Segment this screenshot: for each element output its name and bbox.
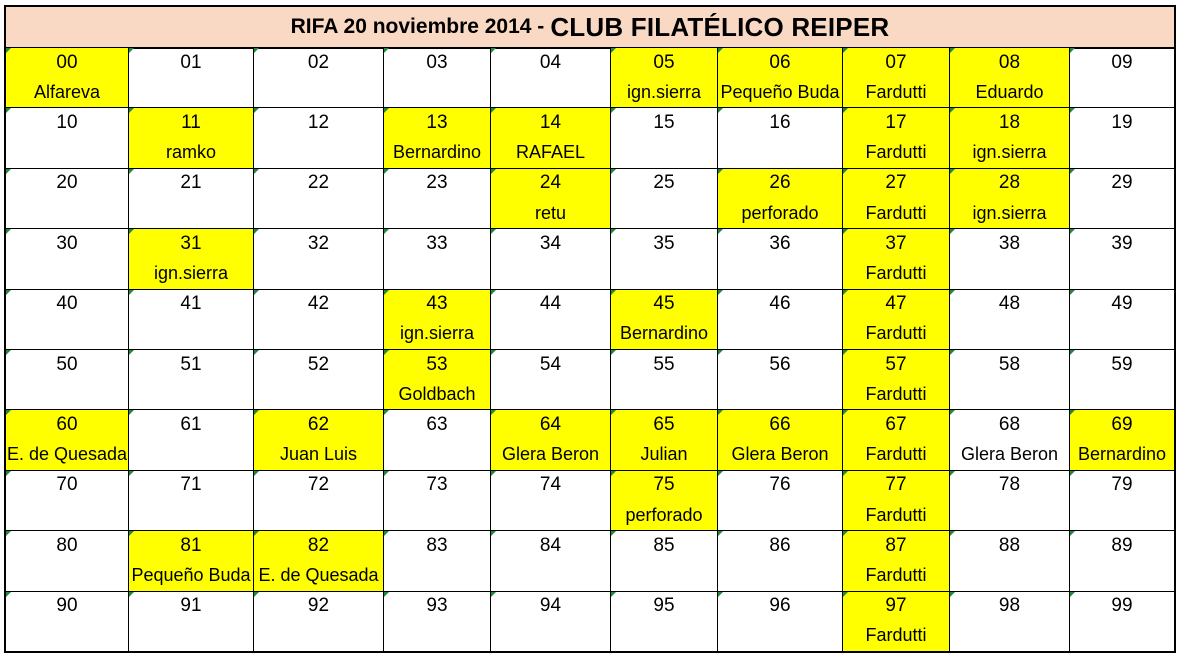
raffle-holder-48 <box>950 319 1070 349</box>
raffle-holder-89 <box>1070 560 1174 590</box>
raffle-number-08: 08 <box>950 47 1070 77</box>
raffle-holder-56 <box>718 379 843 409</box>
raffle-number-77: 77 <box>843 470 950 500</box>
raffle-holder-58 <box>950 379 1070 409</box>
raffle-holder-75: perforado <box>611 500 718 530</box>
raffle-number-46: 46 <box>718 289 843 319</box>
raffle-grid <box>6 47 1174 651</box>
raffle-number-06: 06 <box>718 47 843 77</box>
raffle-holder-42 <box>254 319 384 349</box>
raffle-number-60: 60 <box>6 409 129 439</box>
raffle-holder-43: ign.sierra <box>384 319 491 349</box>
title-club-name: CLUB FILATÉLICO REIPER <box>550 11 890 42</box>
raffle-holder-21 <box>129 198 254 228</box>
raffle-holder-20 <box>6 198 129 228</box>
raffle-holder-51 <box>129 379 254 409</box>
raffle-holder-94 <box>491 621 611 651</box>
raffle-number-47: 47 <box>843 289 950 319</box>
raffle-number-96: 96 <box>718 591 843 621</box>
raffle-holder-33 <box>384 258 491 288</box>
raffle-holder-15 <box>611 138 718 168</box>
raffle-holder-63 <box>384 440 491 470</box>
raffle-holder-98 <box>950 621 1070 651</box>
raffle-holder-64: Glera Beron <box>491 440 611 470</box>
raffle-holder-45: Bernardino <box>611 319 718 349</box>
page-title <box>6 7 1174 49</box>
raffle-holder-32 <box>254 258 384 288</box>
raffle-holder-22 <box>254 198 384 228</box>
raffle-number-90: 90 <box>6 591 129 621</box>
raffle-number-29: 29 <box>1070 168 1174 198</box>
raffle-holder-62: Juan Luis <box>254 440 384 470</box>
raffle-number-34: 34 <box>491 228 611 258</box>
raffle-number-03: 03 <box>384 47 491 77</box>
raffle-holder-69: Bernardino <box>1070 440 1174 470</box>
raffle-number-73: 73 <box>384 470 491 500</box>
raffle-holder-02 <box>254 77 384 107</box>
raffle-number-04: 04 <box>491 47 611 77</box>
raffle-holder-17: Fardutti <box>843 138 950 168</box>
raffle-holder-03 <box>384 77 491 107</box>
raffle-holder-50 <box>6 379 129 409</box>
raffle-number-81: 81 <box>129 530 254 560</box>
raffle-number-95: 95 <box>611 591 718 621</box>
raffle-holder-04 <box>491 77 611 107</box>
raffle-holder-87: Fardutti <box>843 560 950 590</box>
raffle-number-68: 68 <box>950 409 1070 439</box>
raffle-number-28: 28 <box>950 168 1070 198</box>
raffle-number-57: 57 <box>843 349 950 379</box>
raffle-holder-28: ign.sierra <box>950 198 1070 228</box>
raffle-number-00: 00 <box>6 47 129 77</box>
raffle-number-13: 13 <box>384 107 491 137</box>
raffle-number-44: 44 <box>491 289 611 319</box>
raffle-holder-71 <box>129 500 254 530</box>
raffle-holder-93 <box>384 621 491 651</box>
raffle-number-48: 48 <box>950 289 1070 319</box>
raffle-holder-85 <box>611 560 718 590</box>
raffle-holder-09 <box>1070 77 1174 107</box>
raffle-holder-96 <box>718 621 843 651</box>
raffle-number-63: 63 <box>384 409 491 439</box>
raffle-number-88: 88 <box>950 530 1070 560</box>
title-prefix: RIFA 20 noviembre 2014 - <box>290 15 545 38</box>
raffle-number-59: 59 <box>1070 349 1174 379</box>
raffle-number-93: 93 <box>384 591 491 621</box>
raffle-holder-90 <box>6 621 129 651</box>
raffle-holder-52 <box>254 379 384 409</box>
raffle-holder-53: Goldbach <box>384 379 491 409</box>
raffle-number-51: 51 <box>129 349 254 379</box>
raffle-holder-60: E. de Quesada <box>6 440 129 470</box>
raffle-holder-61 <box>129 440 254 470</box>
raffle-holder-38 <box>950 258 1070 288</box>
raffle-number-36: 36 <box>718 228 843 258</box>
raffle-holder-73 <box>384 500 491 530</box>
raffle-number-26: 26 <box>718 168 843 198</box>
raffle-holder-76 <box>718 500 843 530</box>
raffle-holder-07: Fardutti <box>843 77 950 107</box>
raffle-holder-70 <box>6 500 129 530</box>
raffle-holder-26: perforado <box>718 198 843 228</box>
raffle-holder-13: Bernardino <box>384 138 491 168</box>
raffle-number-10: 10 <box>6 107 129 137</box>
raffle-number-19: 19 <box>1070 107 1174 137</box>
raffle-holder-29 <box>1070 198 1174 228</box>
raffle-number-75: 75 <box>611 470 718 500</box>
raffle-number-14: 14 <box>491 107 611 137</box>
raffle-holder-97: Fardutti <box>843 621 950 651</box>
raffle-number-84: 84 <box>491 530 611 560</box>
raffle-holder-00: Alfareva <box>6 77 129 107</box>
raffle-holder-68: Glera Beron <box>950 440 1070 470</box>
raffle-number-25: 25 <box>611 168 718 198</box>
raffle-holder-74 <box>491 500 611 530</box>
raffle-number-40: 40 <box>6 289 129 319</box>
raffle-number-72: 72 <box>254 470 384 500</box>
raffle-number-39: 39 <box>1070 228 1174 258</box>
raffle-holder-23 <box>384 198 491 228</box>
raffle-number-24: 24 <box>491 168 611 198</box>
raffle-holder-30 <box>6 258 129 288</box>
raffle-number-69: 69 <box>1070 409 1174 439</box>
raffle-number-78: 78 <box>950 470 1070 500</box>
raffle-number-71: 71 <box>129 470 254 500</box>
raffle-holder-55 <box>611 379 718 409</box>
raffle-holder-92 <box>254 621 384 651</box>
raffle-number-56: 56 <box>718 349 843 379</box>
raffle-number-85: 85 <box>611 530 718 560</box>
raffle-holder-39 <box>1070 258 1174 288</box>
raffle-number-38: 38 <box>950 228 1070 258</box>
raffle-holder-66: Glera Beron <box>718 440 843 470</box>
raffle-number-11: 11 <box>129 107 254 137</box>
raffle-holder-83 <box>384 560 491 590</box>
raffle-number-94: 94 <box>491 591 611 621</box>
raffle-number-99: 99 <box>1070 591 1174 621</box>
raffle-holder-81: Pequeño Buda <box>129 560 254 590</box>
raffle-number-12: 12 <box>254 107 384 137</box>
raffle-number-67: 67 <box>843 409 950 439</box>
raffle-holder-08: Eduardo <box>950 77 1070 107</box>
raffle-number-70: 70 <box>6 470 129 500</box>
raffle-holder-67: Fardutti <box>843 440 950 470</box>
raffle-holder-79 <box>1070 500 1174 530</box>
raffle-holder-14: RAFAEL <box>491 138 611 168</box>
raffle-number-35: 35 <box>611 228 718 258</box>
raffle-holder-35 <box>611 258 718 288</box>
raffle-holder-84 <box>491 560 611 590</box>
raffle-holder-37: Fardutti <box>843 258 950 288</box>
raffle-holder-18: ign.sierra <box>950 138 1070 168</box>
raffle-holder-01 <box>129 77 254 107</box>
raffle-holder-57: Fardutti <box>843 379 950 409</box>
raffle-number-98: 98 <box>950 591 1070 621</box>
raffle-holder-44 <box>491 319 611 349</box>
raffle-number-76: 76 <box>718 470 843 500</box>
raffle-number-33: 33 <box>384 228 491 258</box>
raffle-number-91: 91 <box>129 591 254 621</box>
raffle-number-52: 52 <box>254 349 384 379</box>
raffle-number-43: 43 <box>384 289 491 319</box>
raffle-number-16: 16 <box>718 107 843 137</box>
raffle-number-80: 80 <box>6 530 129 560</box>
raffle-holder-12 <box>254 138 384 168</box>
raffle-number-83: 83 <box>384 530 491 560</box>
raffle-number-49: 49 <box>1070 289 1174 319</box>
raffle-holder-80 <box>6 560 129 590</box>
raffle-number-07: 07 <box>843 47 950 77</box>
raffle-number-30: 30 <box>6 228 129 258</box>
raffle-number-09: 09 <box>1070 47 1174 77</box>
raffle-holder-46 <box>718 319 843 349</box>
raffle-number-89: 89 <box>1070 530 1174 560</box>
raffle-holder-99 <box>1070 621 1174 651</box>
raffle-holder-47: Fardutti <box>843 319 950 349</box>
raffle-number-41: 41 <box>129 289 254 319</box>
raffle-number-22: 22 <box>254 168 384 198</box>
raffle-holder-78 <box>950 500 1070 530</box>
raffle-holder-24: retu <box>491 198 611 228</box>
raffle-number-82: 82 <box>254 530 384 560</box>
raffle-number-97: 97 <box>843 591 950 621</box>
raffle-number-87: 87 <box>843 530 950 560</box>
raffle-number-17: 17 <box>843 107 950 137</box>
raffle-number-74: 74 <box>491 470 611 500</box>
raffle-number-58: 58 <box>950 349 1070 379</box>
raffle-holder-59 <box>1070 379 1174 409</box>
raffle-number-50: 50 <box>6 349 129 379</box>
raffle-holder-31: ign.sierra <box>129 258 254 288</box>
raffle-holder-06: Pequeño Buda <box>718 77 843 107</box>
raffle-holder-72 <box>254 500 384 530</box>
raffle-sheet <box>4 5 1176 653</box>
raffle-holder-25 <box>611 198 718 228</box>
raffle-holder-91 <box>129 621 254 651</box>
raffle-number-86: 86 <box>718 530 843 560</box>
raffle-holder-77: Fardutti <box>843 500 950 530</box>
raffle-number-61: 61 <box>129 409 254 439</box>
raffle-holder-86 <box>718 560 843 590</box>
raffle-number-66: 66 <box>718 409 843 439</box>
raffle-holder-16 <box>718 138 843 168</box>
raffle-number-65: 65 <box>611 409 718 439</box>
raffle-number-20: 20 <box>6 168 129 198</box>
raffle-number-53: 53 <box>384 349 491 379</box>
raffle-holder-82: E. de Quesada <box>254 560 384 590</box>
raffle-holder-95 <box>611 621 718 651</box>
raffle-holder-27: Fardutti <box>843 198 950 228</box>
raffle-number-92: 92 <box>254 591 384 621</box>
raffle-number-55: 55 <box>611 349 718 379</box>
raffle-number-54: 54 <box>491 349 611 379</box>
raffle-holder-49 <box>1070 319 1174 349</box>
raffle-number-32: 32 <box>254 228 384 258</box>
raffle-number-37: 37 <box>843 228 950 258</box>
raffle-holder-10 <box>6 138 129 168</box>
raffle-number-62: 62 <box>254 409 384 439</box>
raffle-holder-40 <box>6 319 129 349</box>
raffle-holder-19 <box>1070 138 1174 168</box>
raffle-holder-11: ramko <box>129 138 254 168</box>
raffle-holder-34 <box>491 258 611 288</box>
raffle-holder-65: Julian <box>611 440 718 470</box>
raffle-number-79: 79 <box>1070 470 1174 500</box>
raffle-holder-41 <box>129 319 254 349</box>
raffle-number-02: 02 <box>254 47 384 77</box>
raffle-number-05: 05 <box>611 47 718 77</box>
raffle-number-42: 42 <box>254 289 384 319</box>
raffle-number-15: 15 <box>611 107 718 137</box>
raffle-number-23: 23 <box>384 168 491 198</box>
raffle-holder-36 <box>718 258 843 288</box>
raffle-holder-88 <box>950 560 1070 590</box>
raffle-number-45: 45 <box>611 289 718 319</box>
raffle-number-01: 01 <box>129 47 254 77</box>
raffle-number-31: 31 <box>129 228 254 258</box>
raffle-number-18: 18 <box>950 107 1070 137</box>
raffle-holder-05: ign.sierra <box>611 77 718 107</box>
raffle-number-64: 64 <box>491 409 611 439</box>
raffle-holder-54 <box>491 379 611 409</box>
raffle-number-21: 21 <box>129 168 254 198</box>
raffle-number-27: 27 <box>843 168 950 198</box>
